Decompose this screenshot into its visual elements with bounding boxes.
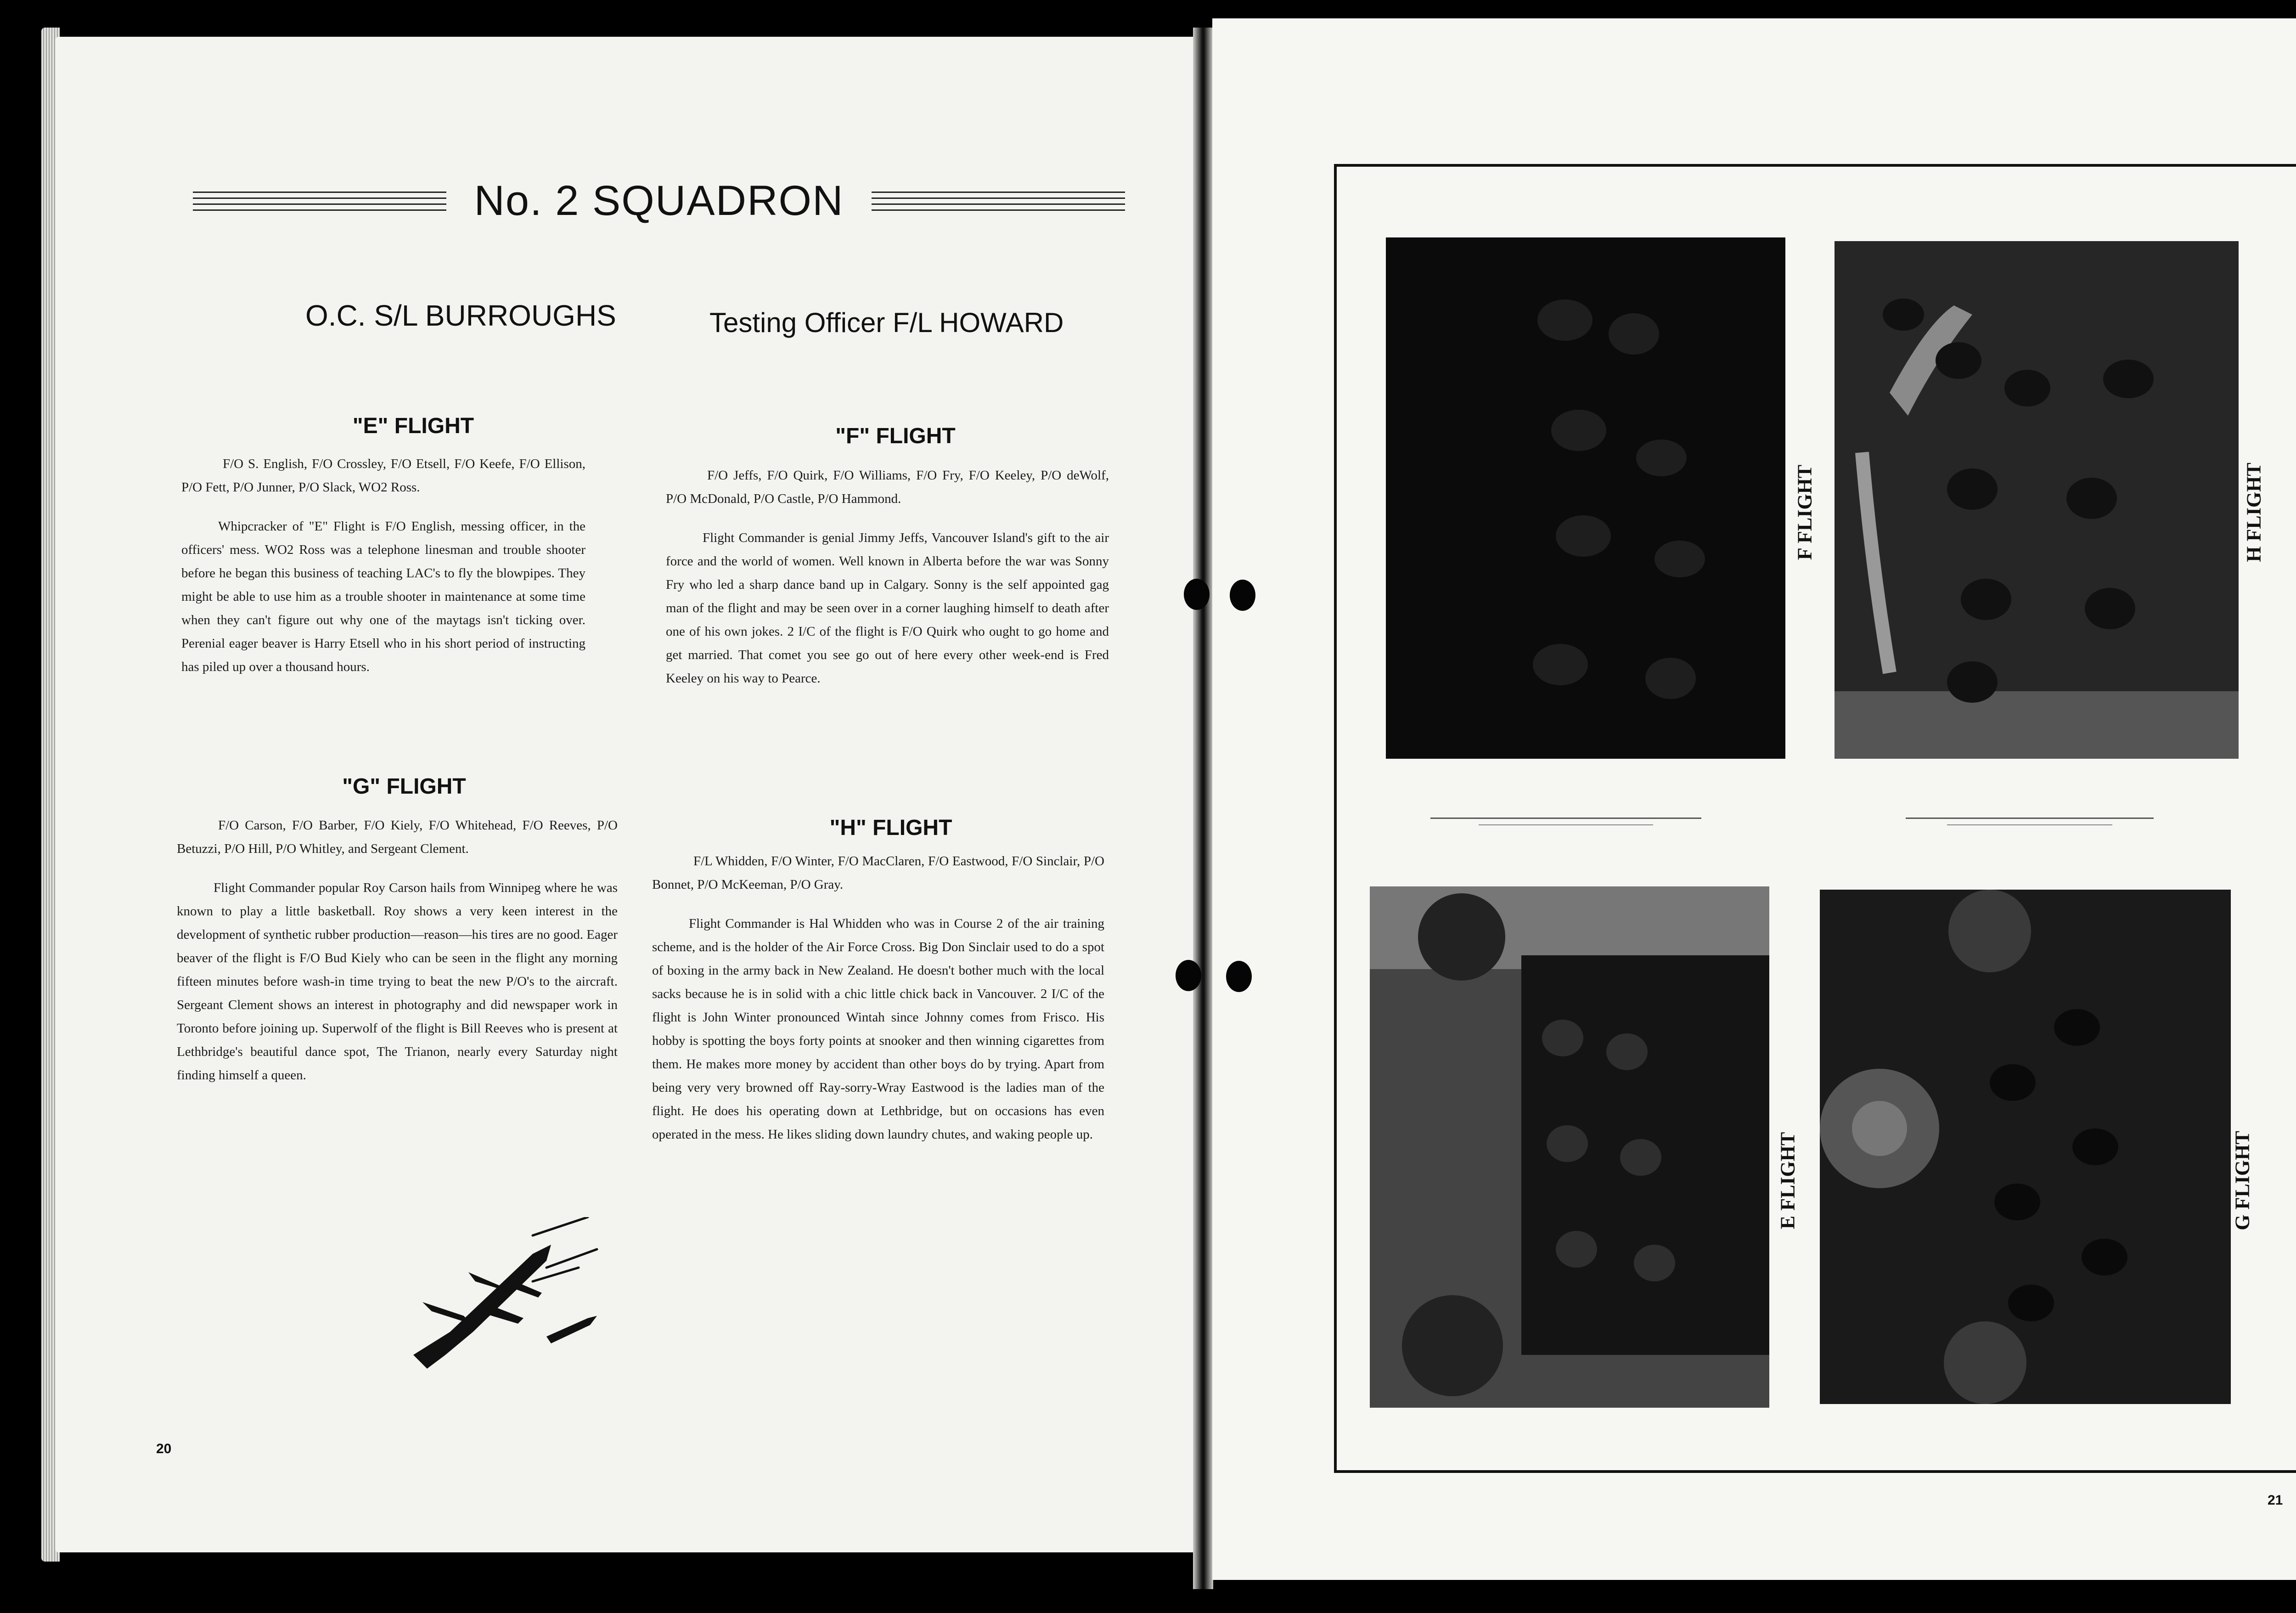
h-flight-heading: "H" FLIGHT — [829, 816, 952, 840]
f-flight-photo — [1386, 237, 1785, 759]
page-number-right: 21 — [2268, 1493, 2283, 1508]
e-flight-heading: "E" FLIGHT — [352, 414, 474, 438]
f-flight-heading: "F" FLIGHT — [835, 424, 956, 448]
h-flight-caption: H FLIGHT — [2242, 462, 2265, 562]
e-flight-roster: F/O S. English, F/O Crossley, F/O Etsell, F/O Keefe, F/O Ellison, P/O Fett, P/O Junner, P/O Slack, WO2 Ross. — [181, 457, 585, 495]
binder-hole-icon — [1184, 579, 1210, 610]
left-page — [55, 37, 1194, 1552]
g-flight-story: Flight Commander popular Roy Carson hails from Winnipeg where he was known to play a little basketball. Roy shows a very keen interest in the development of synthetic rubber production—reason—his tires are no good. Eager beaver of the flight is F/O Bud Kiely who can be seen in the flight any morning fifteen minutes before wash-in time trying to beat the new P/O's to the aircraft. Sergeant Clement shows an interest in photography and did newspaper work in Toronto before joining up. Superwolf of the flight is Bill Reeves who is present at Lethbridge's beautiful dance spot, The Trianon, nearly every Saturday night finding himself a queen. — [177, 880, 618, 1083]
h-flight-photo — [1835, 241, 2239, 759]
g-flight-heading: "G" FLIGHT — [342, 774, 466, 799]
f-flight-roster: F/O Jeffs, F/O Quirk, F/O Williams, F/O Fry, F/O Keeley, P/O deWolf, P/O McDonald, P/O Castle, P/O Hammond. — [666, 468, 1109, 506]
divider-left-thin — [1479, 824, 1653, 825]
h-flight-text — [652, 850, 1104, 1162]
divider-right — [1906, 818, 2154, 819]
e-flight-caption: E FLIGHT — [1776, 1132, 1799, 1229]
g-flight-text — [177, 814, 618, 1103]
testing-officer: Testing Officer F/L HOWARD — [709, 307, 1064, 338]
page-number-left: 20 — [156, 1441, 172, 1456]
f-flight-story: Flight Commander is genial Jimmy Jeffs, Vancouver Island's gift to the air force and the world of women. Well known in Alberta before the war was Sonny Fry who led a sharp dance band up in Calgary. Sonny is the self appointed gag man of the flight and may be seen over in a corner laughing himself to death after one of his own jokes. 2 I/C of the flight is F/O Quirk who ought to go home and get married. That comet you see go out of here every other week-end is Fred Keeley on his way to Pearce. — [666, 530, 1109, 686]
page-title: No. 2 SQUADRON — [474, 177, 844, 224]
g-flight-caption: G FLIGHT — [2231, 1131, 2254, 1230]
bomber-aircraft-icon — [395, 1217, 606, 1382]
f-flight-caption: F FLIGHT — [1793, 464, 1816, 560]
e-flight-photo — [1370, 886, 1769, 1408]
squadron-header — [193, 177, 1125, 225]
binder-hole-icon — [1176, 960, 1201, 991]
f-flight-text — [666, 464, 1109, 706]
h-flight-story: Flight Commander is Hal Whidden who was in Course 2 of the air training scheme, and is the holder of the Air Force Cross. Big Don Sinclair used to do a spot of boxing in the army back in New Zealand. He doesn't bother much with the local sacks because he is in solid with a chic little chick back in Vancouver. 2 I/C of the flight is John Winter pronounced Wintah since Johnny comes from Frisco. His hobby is spotting the boys forty points at snooker and then winning cigarettes from them. He makes more money by accident than other boys do by trying. Apart from being very very browned off Ray-sorry-Wray Eastwood is the ladies man of the flight. He does his operating down at Lethbridge, but on occasions has even operated in the mess. He likes sliding down laundry chutes, and waking people up. — [652, 916, 1104, 1142]
g-flight-photo — [1820, 890, 2231, 1404]
binder-hole-icon — [1226, 961, 1252, 992]
e-flight-text — [181, 452, 585, 694]
e-flight-story: Whipcracker of "E" Flight is F/O English, messing officer, in the officers' mess. WO2 Ross was a telephone linesman and trouble shooter before he began this business of teaching LAC's to fly the blowpipes. They might be able to use him as a trouble shooter in maintenance at some time when they can't figure out why one of the maytags isn't ticking over. Perenial eager beaver is Harry Etsell who in his short period of instructing has piled up over a thousand hours. — [181, 519, 585, 674]
divider-left — [1430, 818, 1701, 819]
decorative-rules-left — [193, 185, 446, 217]
book-gutter — [1193, 28, 1213, 1589]
h-flight-roster: F/L Whidden, F/O Winter, F/O MacClaren, F/O Eastwood, F/O Sinclair, P/O Bonnet, P/O McKeeman, P/O Gray. — [652, 854, 1104, 892]
g-flight-roster: F/O Carson, F/O Barber, F/O Kiely, F/O Whitehead, F/O Reeves, P/O Betuzzi, P/O Hill, P/O Whitley, and Sergeant Clement. — [177, 818, 618, 856]
binder-hole-icon — [1230, 580, 1255, 611]
divider-right-thin — [1947, 824, 2112, 825]
officer-commanding: O.C. S/L BURROUGHS — [305, 299, 616, 332]
decorative-rules-right — [872, 185, 1125, 217]
